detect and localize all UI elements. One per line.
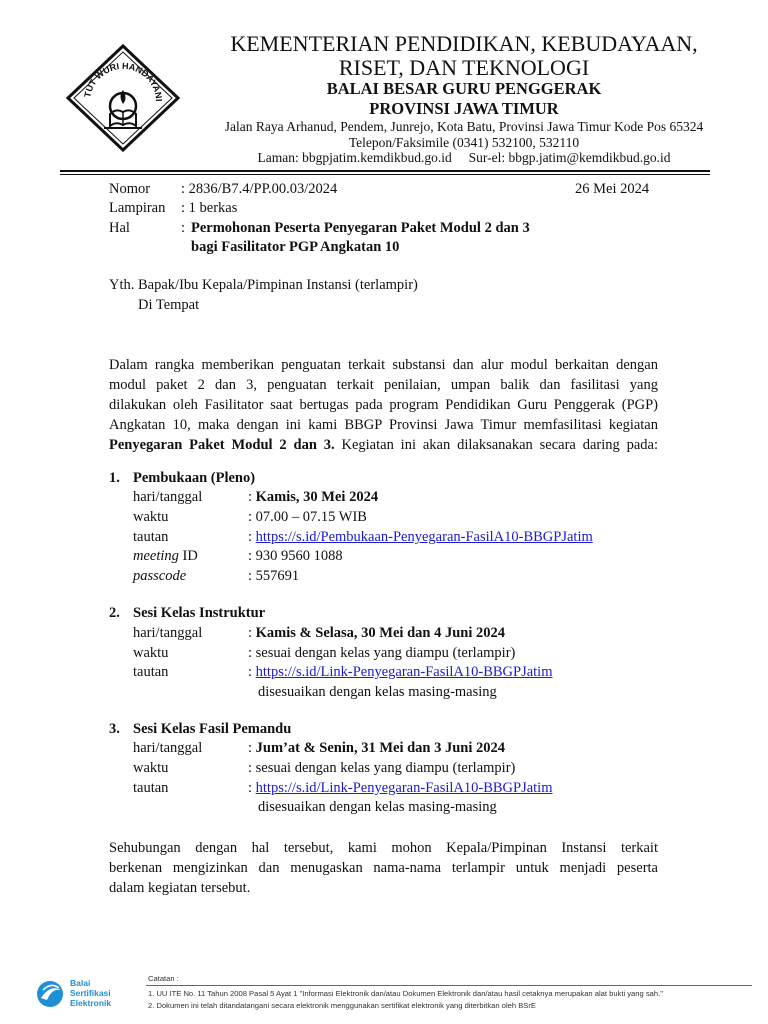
intro-line: modul paket 2 dan 3, penguatan terkait penilaian, umpan balik dan fasilitasi yang <box>109 377 658 393</box>
intro-line-rest: Kegiatan ini akan dilaksanakan secara daring pada: <box>334 437 658 453</box>
session-2-time-label: waktu <box>133 645 169 661</box>
header-divider-thick <box>60 170 710 172</box>
hal-label: Hal <box>109 220 130 236</box>
session-3-time-value: : sesuai dengan kelas yang diampu (terlampir) <box>248 760 516 776</box>
session-3-time-label: waktu <box>133 760 169 776</box>
ministry-name-line2: RISET, DAN TEKNOLOGI <box>338 55 590 80</box>
activity-name: Penyegaran Paket Modul 2 dan 3. <box>109 437 335 453</box>
footer-divider <box>146 985 752 986</box>
session-2-date-label: hari/tanggal <box>133 625 203 641</box>
subject-line1: Permohonan Peserta Penyegaran Paket Modul 2 dan 3 <box>191 220 530 236</box>
session-2-date: : Kamis & Selasa, 30 Mei dan 4 Juni 2024 <box>248 625 505 641</box>
footer-note-2: 2. Dokumen ini telah ditandatangani secara elektronik menggunakan sertifikat elektronik yang diterbitkan oleh BSrE <box>148 1001 536 1010</box>
recipient-line1: Yth. Bapak/Ibu Kepala/Pimpinan Instansi (terlampir) <box>109 277 418 293</box>
session-1-date-label: hari/tanggal <box>133 489 203 505</box>
session-3-date-value: Jum’at & Senin, 31 Mei dan 3 Juni 2024 <box>255 740 506 756</box>
session-1-link-url[interactable]: https://s.id/Pembukaan-Penyegaran-FasilA10-BBGPJatim <box>255 529 593 545</box>
session-1-meeting-label <box>133 548 198 565</box>
tut-wuri-handayani-logo <box>60 42 186 154</box>
institution-name: BALAI BESAR GURU PENGGERAK <box>326 79 602 98</box>
nomor-value: : 2836/B7.4/PP.00.03/2024 <box>181 181 338 197</box>
hal-colon: : <box>181 220 186 236</box>
intro-paragraph <box>109 355 658 455</box>
session-3-link: : https://s.id/Link-Penyegaran-FasilA10-BBGPJatim <box>248 780 553 796</box>
closing-paragraph <box>109 838 658 898</box>
nomor-label: Nomor <box>109 181 151 197</box>
session-1-link-label: tautan <box>133 529 169 545</box>
province-name: PROVINSI JAWA TIMUR <box>369 99 559 118</box>
bsre-line1: Balai <box>70 978 91 988</box>
lampiran-label: Lampiran <box>109 200 166 216</box>
address-line: Jalan Raya Arhanud, Pendem, Junrejo, Kota Batu, Provinsi Jawa Timur Kode Pos 65324 <box>224 119 704 134</box>
web-email-line: Laman: bbgpjatim.kemdikbud.go.id Sur-el: bbgp.jatim@kemdikbud.go.id <box>257 150 671 165</box>
bsre-logo <box>34 974 134 1014</box>
session-3-title: Sesi Kelas Fasil Pemandu <box>133 721 292 737</box>
intro-line: dilakukan oleh Fasilitator saat bertugas pada program Pendidikan Guru Penggerak (PGP) <box>109 397 658 413</box>
session-2-link-note: disesuaikan dengan kelas masing-masing <box>258 684 497 700</box>
closing-line: dalam kegiatan tersebut. <box>109 880 251 896</box>
subject-line2: bagi Fasilitator PGP Angkatan 10 <box>191 239 400 255</box>
footer-note-1: 1. UU ITE No. 11 Tahun 2008 Pasal 5 Ayat 1 "Informasi Elektronik dan/atau Dokumen Elektronik dan/atau hasil cetaknya merupakan alat bukti yang sah." <box>148 989 663 998</box>
session-2-link: : https://s.id/Link-Penyegaran-FasilA10-BBGPJatim <box>248 664 553 680</box>
lampiran-value: : 1 berkas <box>181 200 238 216</box>
header-divider-thin <box>60 174 710 175</box>
session-3-date-label: hari/tanggal <box>133 740 203 756</box>
session-1-passcode-label: passcode <box>133 568 187 584</box>
session-2-link-url[interactable]: https://s.id/Link-Penyegaran-FasilA10-BBGPJatim <box>255 664 553 680</box>
recipient-line2: Di Tempat <box>138 297 200 313</box>
bsre-line3: Elektronik <box>70 998 112 1008</box>
session-3-date: : Jum’at & Senin, 31 Mei dan 3 Juni 2024 <box>248 740 506 756</box>
id-word: ID <box>178 548 198 564</box>
session-1-meeting-id: : 930 9560 1088 <box>248 548 343 564</box>
intro-line: Angkatan 10, maka dengan ini kami BBGP Provinsi Jawa Timur memfasilitasi kegiatan <box>109 417 658 433</box>
bsre-line2: Sertifikasi <box>70 988 111 998</box>
session-2-date-value: Kamis & Selasa, 30 Mei dan 4 Juni 2024 <box>255 625 505 641</box>
closing-line: berkenan mengizinkan dan menugaskan nama-nama terlampir untuk menjadi peserta <box>109 860 658 876</box>
phone-line: Telepon/Faksimile (0341) 532100, 532110 <box>348 135 580 150</box>
session-1-date: : Kamis, 30 Mei 2024 <box>248 489 379 505</box>
session-1-date-value: Kamis, 30 Mei 2024 <box>255 489 379 505</box>
session-1-passcode: : 557691 <box>248 568 300 584</box>
meeting-word: meeting <box>133 548 179 564</box>
session-1-time-label: waktu <box>133 509 169 525</box>
intro-line <box>109 435 658 455</box>
session-3-link-note: disesuaikan dengan kelas masing-masing <box>258 799 497 815</box>
closing-line: Sehubungan dengan hal tersebut, kami mohon Kepala/Pimpinan Instansi terkait <box>109 840 658 856</box>
ministry-name-line1: KEMENTERIAN PENDIDIKAN, KEBUDAYAAN, <box>230 31 698 56</box>
session-1-link: : https://s.id/Pembukaan-Penyegaran-FasilA10-BBGPJatim <box>248 529 593 545</box>
session-3-number: 3. <box>109 721 120 737</box>
letter-date: 26 Mei 2024 <box>575 181 650 197</box>
session-3-link-url[interactable]: https://s.id/Link-Penyegaran-FasilA10-BBGPJatim <box>255 780 553 796</box>
session-1-time-value: : 07.00 – 07.15 WIB <box>248 509 367 525</box>
intro-line: Dalam rangka memberikan penguatan terkait substansi dan alur modul berkaitan dengan <box>109 357 658 373</box>
session-2-link-label: tautan <box>133 664 169 680</box>
session-2-time-value: : sesuai dengan kelas yang diampu (terlampir) <box>248 645 516 661</box>
session-2-number: 2. <box>109 605 120 621</box>
logo-motto-text: TUT WURI HANDAYANI <box>82 60 165 102</box>
session-2-title: Sesi Kelas Instruktur <box>133 605 266 621</box>
footer-catatan: Catatan : <box>148 974 179 983</box>
session-1-number: 1. <box>109 470 120 486</box>
session-3-link-label: tautan <box>133 780 169 796</box>
session-1-title: Pembukaan (Pleno) <box>133 470 256 486</box>
